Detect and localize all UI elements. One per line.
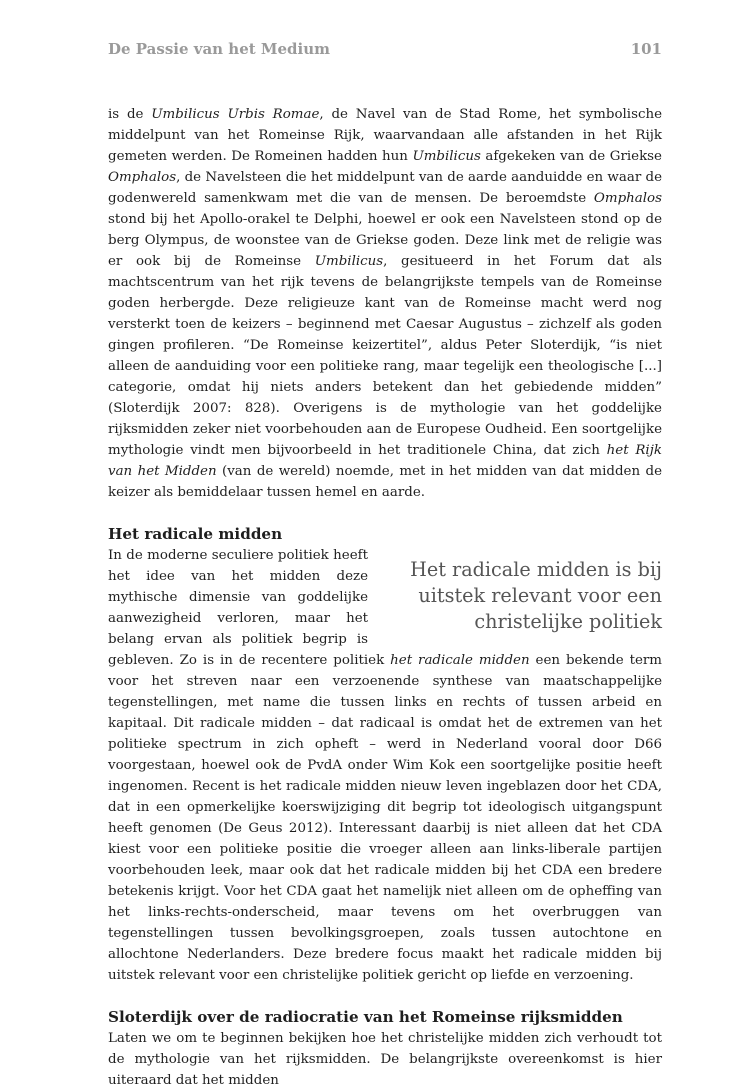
text-run: Laten we om te beginnen bekijken hoe het christelijke midden zich verhoudt tot de mythologie van het rijksmidden. De belangrijkste overeenkomst is hier uiteraard dat het midden bbox=[108, 1031, 662, 1088]
emphasis-text: Umbilicus Urbis Romae bbox=[151, 107, 320, 122]
paragraph-sloterdijk bbox=[108, 1028, 662, 1091]
section-heading-radicale-midden: Het radicale midden bbox=[108, 525, 283, 543]
page-number: 101 bbox=[630, 40, 662, 58]
text-run: stond bij het Apollo-orakel te Delphi, hoewel er ook een Navelsteen stond op de berg Olympus, de woonstee van de Griekse goden. Deze link met de religie was er ook bij de Romeinse bbox=[108, 212, 662, 269]
emphasis-text: Omphalos bbox=[108, 170, 177, 185]
emphasis-text: Umbilicus bbox=[314, 254, 384, 269]
body-text bbox=[108, 104, 662, 1091]
text-run: afgekeken van de Griekse bbox=[480, 149, 662, 164]
emphasis-text: het Rijk van het Midden bbox=[108, 443, 662, 479]
running-header bbox=[108, 40, 662, 62]
text-run: een bekende term voor het streven naar een verzoenende synthese van maatschappelijke tegenstellingen, met name die tussen links en rechts of tussen arbeid en kapitaal. Dit radicale midden – dat radicaal is omdat het de extremen van het politieke spectrum in zich opheft – werd in Nederland vooral door D66 voorgestaan, hoewel ook de PvdA onder Wim Kok een soortgelijke positie heeft ingenomen. Recent is het radicale midden nieuw leven ingeblazen door het CDA, dat in een opmerkelijke koerswijziging dit begrip tot ideologisch uitgangspunt heeft genomen (De Geus 2012). Interessant daarbij is niet alleen dat het CDA kiest voor een politieke positie die vroeger alleen aan links-liberale partijen voorbehouden leek, maar ook dat het radicale midden bij het CDA een bredere betekenis krijgt. Voor het CDA gaat het namelijk niet alleen om de opheffing van het links-rechts-onderscheid, maar tevens om het overbruggen van tegenstellingen tussen bevolkingsgroepen, zoals tussen autochtone en allochtone Nederlanders. Deze bredere focus maakt het radicale midden bij uitstek relevant voor een christelijke politiek gericht op liefde en verzoening. bbox=[108, 653, 663, 983]
text-run: , de Navelsteen die het middelpunt van de aarde aanduidde en waar de godenwereld samenkwam met die van de mensen. De beroemdste bbox=[108, 170, 662, 206]
section-heading-sloterdijk: Sloterdijk over de radiocratie van het Romeinse rijksmidden bbox=[108, 1008, 623, 1026]
text-run: , gesitueerd in het Forum dat als machtscentrum van het rijk tevens de belangrijkste tempels van de Romeinse goden herbergde. Deze religieuze kant van de Romeinse macht werd nog versterkt toen de keizers – beginnend met Caesar Augustus – zichzelf als goden gingen profileren. “De Romeinse keizertitel”, aldus Peter Sloterdijk, “is niet alleen de aanduiding voor een politieke rang, maar tegelijk een theologische [...] categorie, omdat hij niets anders betekent dan het gebiedende midden” (Sloterdijk 2007: 828). Overigens is de mythologie van het goddelijke rijksmidden zeker niet voorbehouden aan de Europese Oudheid. Een soortgelijke mythologie vindt men bijvoorbeeld in het traditionele China, dat zich bbox=[108, 254, 662, 458]
pull-quote: Het radicale midden is bij uitstek relevant voor een christelijke politiek bbox=[410, 558, 662, 633]
paragraph-radicale-midden bbox=[108, 545, 662, 986]
text-run: , de Navel van de Stad Rome, het symbolische middelpunt van het Romeinse Rijk, waarvandaan alle afstanden in het Rijk gemeten werden. De Romeinen hadden hun bbox=[108, 107, 662, 164]
emphasis-text: het radicale midden bbox=[390, 653, 530, 668]
paragraph-umbilicus bbox=[108, 104, 662, 503]
text-run: In de moderne seculiere politiek heeft het idee van het midden deze mythische dimensie van goddelijke aanwezigheid verloren, maar het belang ervan als politiek begrip is gebleven. Zo is in de recentere politiek bbox=[108, 548, 391, 668]
emphasis-text: Umbilicus bbox=[412, 149, 481, 164]
text-run: (van de wereld) noemde, met in het midden van dat midden de keizer als bemiddelaar tussen hemel en aarde. bbox=[108, 464, 662, 500]
running-title: De Passie van het Medium bbox=[108, 40, 330, 58]
text-run: is de bbox=[108, 107, 152, 122]
emphasis-text: Omphalos bbox=[593, 191, 662, 206]
